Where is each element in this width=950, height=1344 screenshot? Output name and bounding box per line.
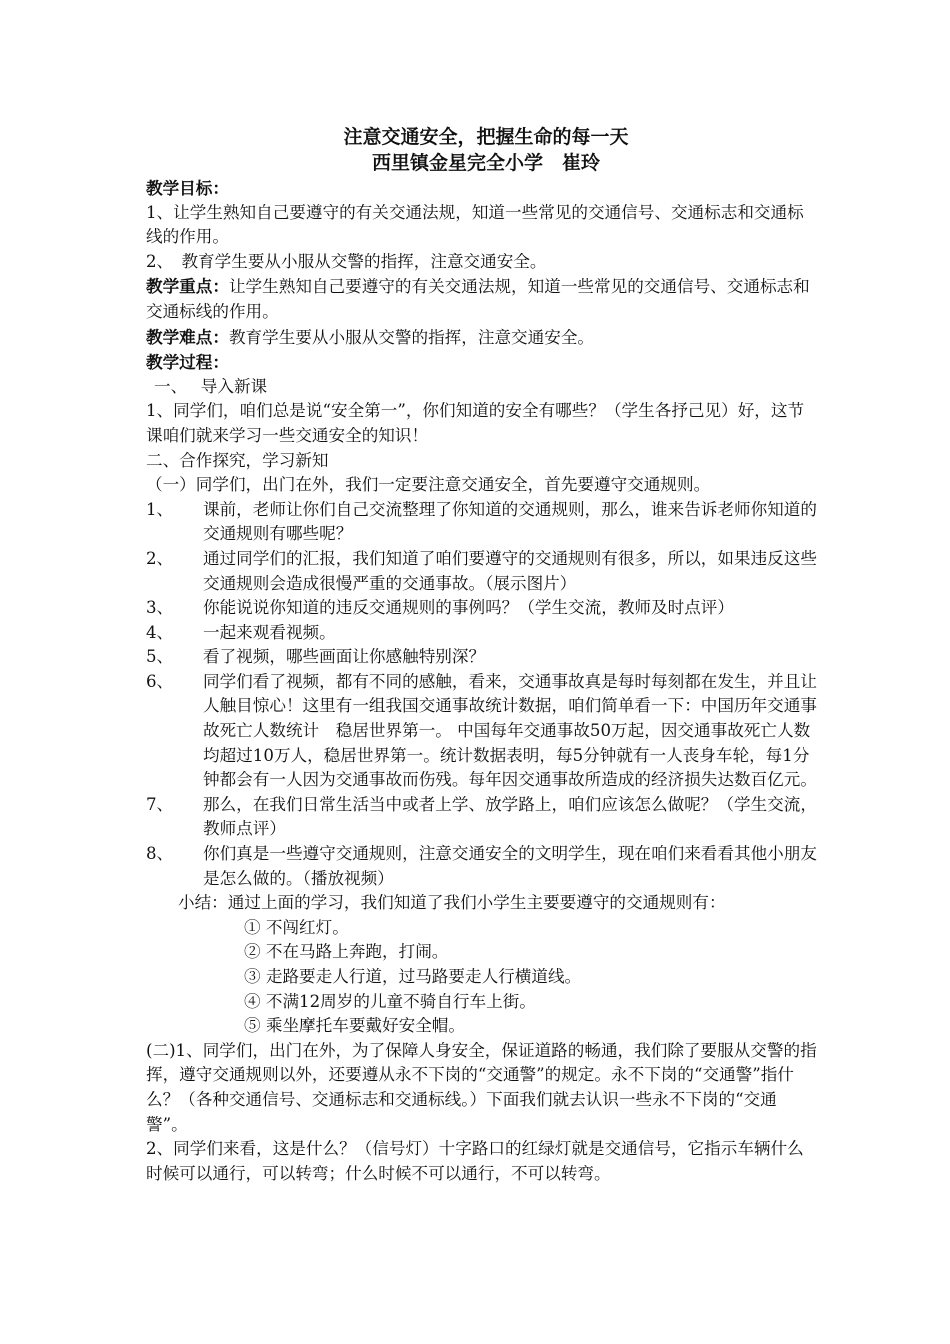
step-text: 你能说说你知道的违反交通规则的事例吗？（学生交流，教师及时点评） (203, 598, 734, 618)
rule-item: ③ 走路要走人行道，过马路要走人行横道线。 (244, 967, 582, 986)
goal-item: 1、让学生熟知自己要遵守的有关交通法规，知道一些常见的交通信号、交通标志和交通标线的作用。 (146, 202, 804, 247)
section2-paragraph: (二)1、同学们，出门在外，为了保障人身安全，保证道路的畅通，我们除了要服从交警的指挥，遵守交通规则以外，还要遵从永不下岗的“交通警”的规定。永不下岗的“交通警”指什么？（各种交通信号、交通标志和交通标线。）下面我们就去认识一些永不下岗的“交通警”。 (146, 1040, 817, 1134)
rule-item: ② 不在马路上奔跑，打闹。 (244, 942, 449, 962)
step-number: 5、 (146, 647, 174, 667)
step-text: 通过同学们的汇报，我们知道了咱们要遵守的交通规则有很多，所以，如果违反这些交通规则会造成很慢严重的交通事故。（展示图片） (203, 548, 817, 593)
step-number: 7、 (146, 794, 174, 814)
key-points (146, 274, 818, 324)
goal-item: 2、 教育学生要从小服从交警的指挥，注意交通安全。 (146, 251, 547, 271)
step-text: 课前，老师让你们自己交流整理了你知道的交通规则，那么，谁来告诉老师你知道的交通规则有哪些呢？ (203, 499, 817, 544)
step-item (146, 670, 818, 793)
step-item (146, 621, 818, 646)
key-points-label: 教学重点： (146, 276, 229, 297)
step-number: 4、 (146, 622, 174, 642)
summary: 小结：通过上面的学习，我们知道了我们小学生主要要遵守的交通规则有： (178, 893, 726, 913)
step-item (146, 645, 818, 670)
step-text: 你们真是一些遵守交通规则，注意交通安全的文明学生，现在咱们来看看其他小朋友是怎么做的。（播放视频） (203, 844, 817, 888)
step-number: 2、 (146, 548, 174, 568)
rule-item: ⑤ 乘坐摩托车要戴好安全帽。 (244, 1016, 465, 1036)
rule-item: ① 不闯红灯。 (244, 917, 349, 937)
process-heading: 教学过程： (146, 352, 229, 373)
step-item (146, 793, 818, 842)
step-text: 一起来观看视频。 (203, 622, 336, 642)
key-points-text: 让学生熟知自己要遵守的有关交通法规，知道一些常见的交通信号、交通标志和交通标线的作用。 (146, 277, 810, 321)
section1-intro: （一）同学们，出门在外，我们一定要注意交通安全，首先要遵守交通规则。 (146, 475, 711, 495)
step-text: 看了视频，哪些画面让你感触特别深？ (203, 647, 486, 667)
step-text: 那么，在我们日常生活当中或者上学、放学路上，咱们应该怎么做呢？（学生交流，教师点评） (203, 794, 817, 839)
step-number: 3、 (146, 598, 174, 618)
difficulties-text: 教育学生要从小服从交警的指挥，注意交通安全。 (228, 327, 595, 347)
difficulties (146, 325, 818, 351)
rule-item: ④ 不满12周岁的儿童不骑自行车上街。 (244, 991, 536, 1011)
step-text: 同学们看了视频，都有不同的感触，看来，交通事故真是每时每刻都在发生，并且让人触目惊心！这里有一组我国交通事故统计数据，咱们简单看一下：中国历年交通事故死亡人数统计 稳居世界第一。 中国每年交通事故50万起，因交通事故死亡人数均超过10万人，稳居世界第一。统计数据表明，每5分钟就有一人丧身车轮，每1分钟都会有一人因为交通事故而伤残。每年因交通事故所造成的经济损失达数百亿元。 (203, 671, 817, 790)
step-item (146, 498, 818, 547)
step-item (146, 842, 818, 891)
step-number: 6、 (146, 671, 174, 691)
document-subtitle: 西里镇金星完全小学 崔玲 (371, 152, 600, 174)
part1-text: 1、同学们，咱们总是说“安全第一”，你们知道的安全有哪些？（学生各抒己见）好，这节课咱们就来学习一些交通安全的知识！ (146, 401, 805, 445)
part2-heading: 二、合作探究，学习新知 (146, 450, 329, 470)
difficulties-label: 教学难点： (146, 326, 229, 347)
step-item (146, 596, 818, 621)
part1-heading: 一、 导入新课 (154, 376, 268, 396)
document-title: 注意交通安全，把握生命的每一天 (343, 126, 629, 148)
step-number: 8、 (146, 844, 174, 864)
goals-heading: 教学目标： (146, 178, 229, 198)
step-item (146, 547, 818, 596)
section2-paragraph: 2、同学们来看，这是什么？（信号灯）十字路口的红绿灯就是交通信号，它指示车辆什么时候可以通行，可以转弯；什么时候不可以通行，不可以转弯。 (146, 1139, 804, 1183)
step-number: 1、 (146, 499, 174, 519)
